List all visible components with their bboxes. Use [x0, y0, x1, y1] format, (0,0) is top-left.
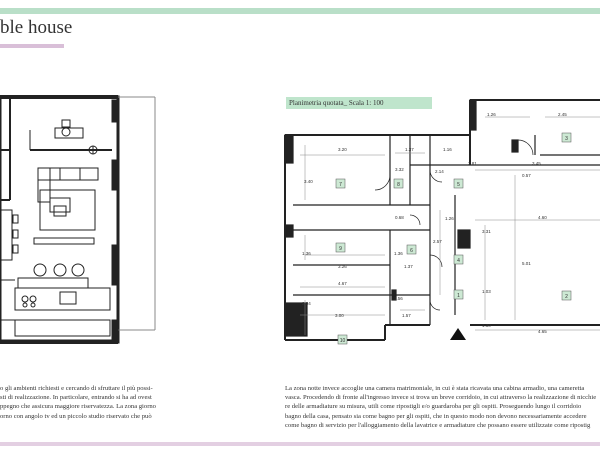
room-number: 9: [339, 246, 342, 252]
dim-label: 5.01: [522, 261, 531, 266]
dim-label: 3.45: [532, 161, 541, 166]
text-line: re delle armadiature su misura, utili come ripostigli e/o guardaroba per gli ospiti. Proseguendo lungo il corridoio: [285, 403, 582, 411]
text-line: vasca. Procedendo di fronte all'ingresso invece si trova un breve corridoio, in cui attraverso la realizzazione di nicchie: [285, 394, 597, 402]
text-line: o gli ambienti richiesti e cercando di sfruttare il più possi-: [0, 385, 153, 392]
left-paragraph: [0, 384, 168, 421]
dim-label: 0.68: [395, 215, 404, 220]
room-number: 6: [410, 248, 413, 254]
room-number: 3: [565, 136, 568, 142]
dim-label: 3.32: [395, 167, 404, 172]
dim-label: 3.00: [335, 313, 344, 318]
dimensioned-floor-plan: [280, 95, 600, 350]
text-line: come bagno di servizio per l'alloggiamento della lavatrice e armadiature che possano essere utilizzate come ripostig: [285, 421, 591, 429]
text-line: bagno della casa, pensato sia come bagno per gli ospiti, che in questo modo non devono necessariamente accedere: [285, 412, 587, 420]
room-number: 5: [457, 182, 460, 188]
dim-label: 1.36: [394, 251, 403, 256]
dim-label: 3.40: [304, 179, 313, 184]
dim-label: 1.37: [404, 264, 413, 269]
room-number: 1: [457, 293, 460, 299]
dim-label: 1.03: [482, 289, 491, 294]
right-paragraph: [285, 384, 600, 430]
dim-label: 1.26: [445, 216, 454, 221]
dim-label: 1.30: [482, 323, 491, 328]
dim-label: 4.67: [338, 281, 347, 286]
dim-label: 1.26: [487, 112, 496, 117]
dim-label: 1.57: [402, 313, 411, 318]
dim-label: 3.31: [482, 229, 491, 234]
dim-label: 2.14: [435, 169, 444, 174]
dim-label: 1.37: [405, 147, 414, 152]
text-line: ppegno che assicura maggiore riservatezza. La zona giorno: [0, 403, 156, 411]
dim-label: 1.16: [443, 147, 452, 152]
dim-label: 2.45: [558, 112, 567, 117]
dim-label: 4.65: [538, 329, 547, 334]
furnished-floor-plan: [0, 90, 170, 365]
page-title: ble house: [0, 17, 73, 38]
plan-caption: Planimetria quotata_ Scala 1: 100: [286, 97, 432, 109]
dim-label: 2.81: [468, 161, 477, 166]
text-line: La zona notte invece accoglie una camera matrimoniale, in cui è stata ricavata una cabina armadio, una cameretta: [285, 385, 585, 392]
room-number: 2: [565, 294, 568, 300]
room-number: 4: [457, 258, 460, 264]
dim-label: 2.57: [433, 239, 442, 244]
top-accent-bar: [0, 8, 600, 14]
dim-label: 4.60: [538, 215, 547, 220]
text-line: orno con angolo tv ed un piccolo studio riservato che può: [0, 412, 152, 420]
dim-label: 3.26: [338, 264, 347, 269]
dim-label: 2.04: [302, 301, 311, 306]
dim-label: 1.56: [394, 296, 403, 301]
text-line: sti di realizzazione. In particolare, entrando si ha ad ovest: [0, 394, 152, 402]
room-number: 7: [339, 182, 342, 188]
title-underline: [0, 44, 64, 48]
bottom-accent-bar: [0, 442, 600, 446]
dim-label: 0.57: [522, 173, 531, 178]
room-number: 8: [397, 182, 400, 188]
entrance-marker: [450, 328, 466, 340]
dim-label: 1.36: [302, 251, 311, 256]
dim-label: 3.20: [338, 147, 347, 152]
room-number: 10: [339, 338, 346, 344]
